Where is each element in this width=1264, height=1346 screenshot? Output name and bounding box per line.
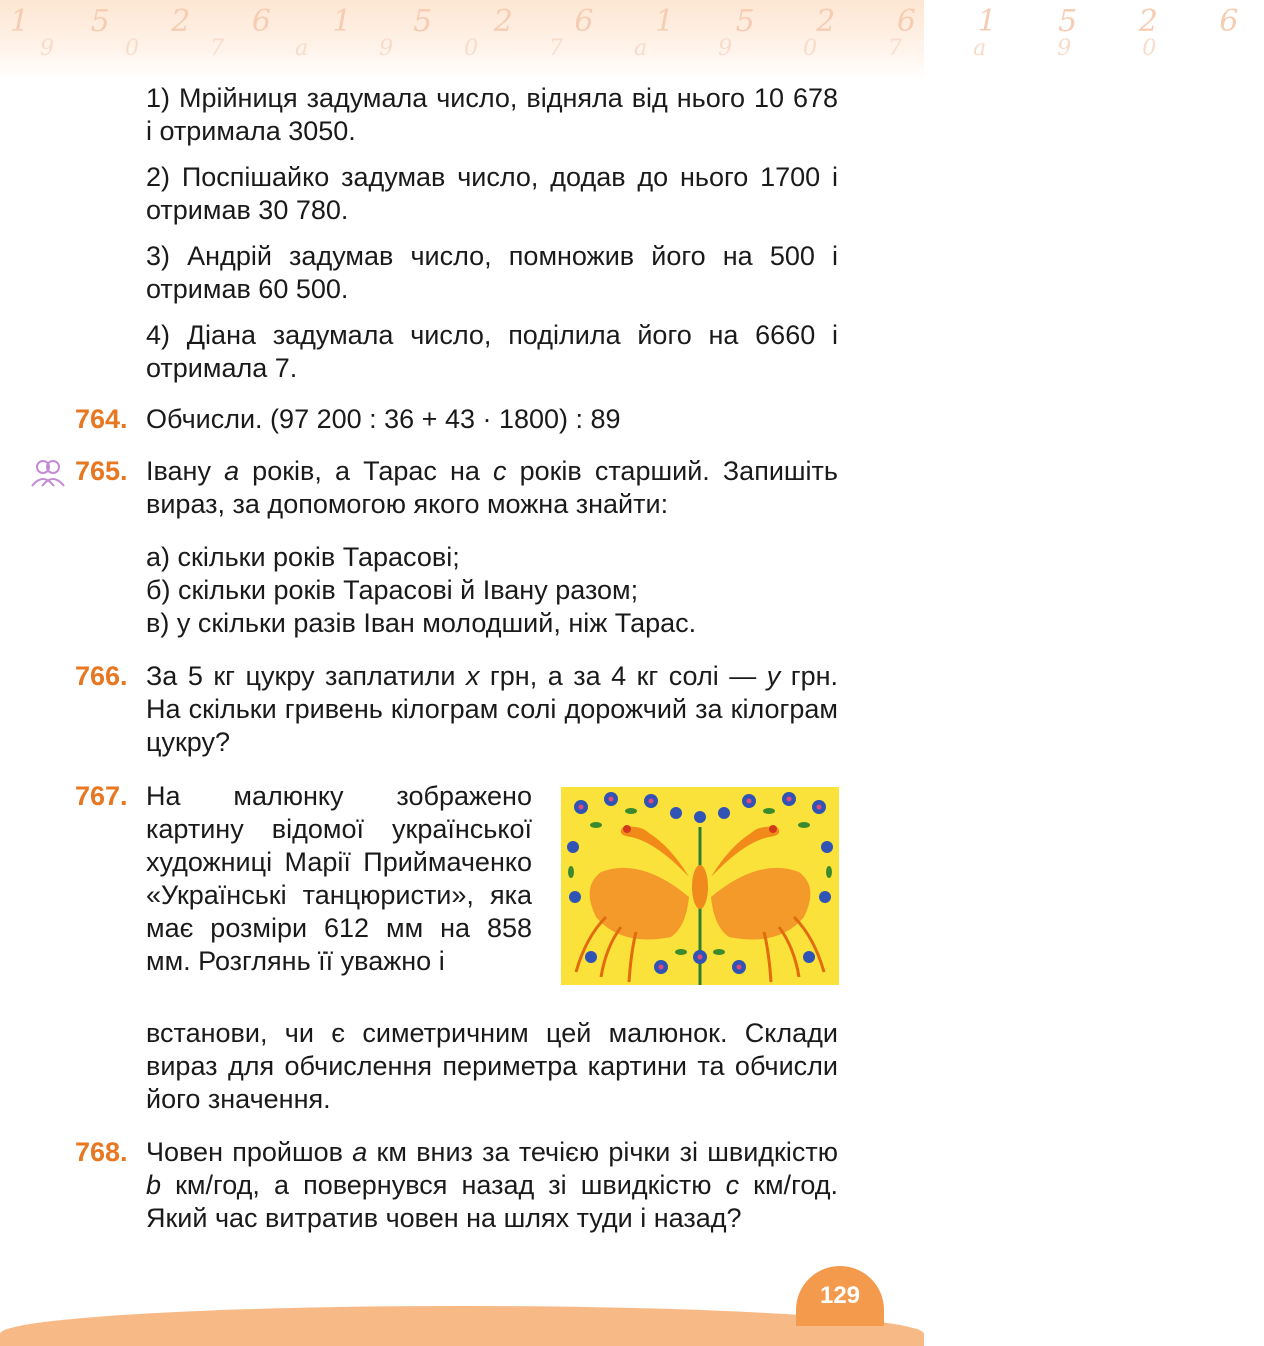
pair-work-icon (30, 458, 66, 488)
variable-b: b (146, 1170, 162, 1200)
task-list-intro-2 (146, 161, 838, 227)
task-number-766: 766. (75, 661, 128, 691)
page-number: 129 (796, 1266, 884, 1326)
variable-y: у (766, 661, 781, 691)
task-list-intro (146, 82, 838, 148)
list-item: б) скільки років Тарасові й Івану разом; (146, 575, 639, 605)
task-768-text: Човен пройшов а км вниз за течією річки зі швидкістю b км/год, а повернувся назад зі швидкістю с км/год. Який час витратив човен на шлях туди і назад? (146, 1137, 838, 1233)
list-item: а) скільки років Тарасові; (146, 542, 460, 572)
painting-image (561, 787, 839, 985)
variable-a: а (224, 456, 240, 486)
footer-decoration (0, 1306, 924, 1346)
intro-item-2: 2) Поспішайко задумав число, додав до нього 1700 і отримав 30 780. (146, 162, 838, 225)
variable-x: х (465, 661, 480, 691)
variable-c: с (493, 456, 507, 486)
task-list-intro-4 (146, 319, 838, 385)
task-764-text: Обчисли. (97 200 : 36 + 43 · 1800) : 89 (146, 404, 621, 434)
task-list-intro-3 (146, 240, 838, 306)
variable-a: а (352, 1137, 368, 1167)
task-number-764: 764. (75, 404, 128, 434)
header-decoration: 1 5 2 6 1 5 2 6 1 5 2 6 1 5 2 6 9 0 7 a 9 0 7 a 9 0 7 a 9 0 (0, 0, 924, 80)
list-item: в) у скільки разів Іван молодший, ніж Тарас. (146, 608, 697, 638)
task-767-text-full: встанови, чи є симетричним цей малюнок. Склади вираз для обчислення периметра картини та обчисли його значення. (146, 1018, 838, 1114)
task-767-text-wrap: На малюнку зображено картину відомої української художниці Марії Приймаченко «Українські танцюристи», яка має розміри 612 мм на 858 мм. Розглянь її уважно і (146, 781, 532, 976)
task-number-767: 767. (75, 781, 128, 811)
task-number-765: 765. (75, 456, 128, 486)
task-number-768: 768. (75, 1137, 128, 1167)
task-766-text: За 5 кг цукру заплатили х грн, а за 4 кг солі — у грн. На скільки гривень кілограм солі дорожчий за кілограм цукру? (146, 661, 839, 757)
variable-c: с (725, 1170, 740, 1200)
intro-item-1: 1) Мрійниця задумала число, відняла від нього 10 678 і отримала 3050. (146, 83, 838, 146)
task-765-items (146, 541, 838, 640)
task-765-text: Івану а років, а Тарас на с років старший. Запишіть вираз, за допомогою якого можна знайти: (146, 456, 838, 519)
intro-item-3: 3) Андрій задумав число, помножив його на 500 і отримав 60 500. (146, 241, 838, 304)
intro-item-4: 4) Діана задумала число, поділила його на 6660 і отримала 7. (146, 320, 838, 383)
